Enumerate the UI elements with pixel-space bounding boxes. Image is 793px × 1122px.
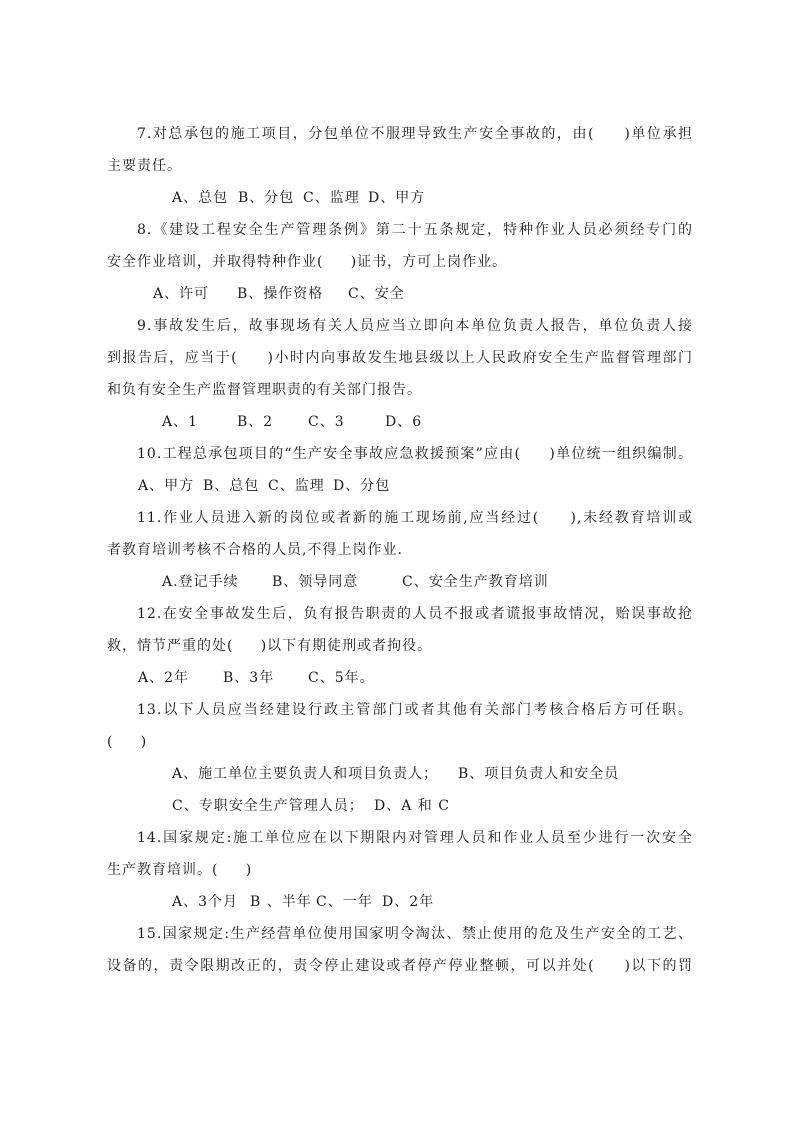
question-text-line: 者教育培训考核不合格的人员,不得上岗作业. xyxy=(107,542,403,558)
option-a: A.登记手续 xyxy=(162,574,239,590)
question-10 xyxy=(107,438,693,502)
question-text-line: 到报告后，应当于( )小时内向事故发生地县级以上人民政府安全生产监督管理部门 xyxy=(107,350,693,366)
question-13 xyxy=(107,694,693,822)
option-c: C、3 xyxy=(308,414,345,430)
option-d: D、分包 xyxy=(333,478,391,494)
option-b: B、3年 xyxy=(223,670,275,686)
question-text-line: 主要责任。 xyxy=(107,158,182,174)
option-c: C、专职安全生产管理人员； xyxy=(172,798,364,814)
question-text-line: 和负有安全生产监督管理职责的有关部门报告。 xyxy=(107,382,422,398)
option-a: A、2年 xyxy=(138,670,190,686)
option-b: B 、半年 xyxy=(250,894,312,910)
question-12 xyxy=(107,598,693,694)
option-c: C、安全 xyxy=(348,286,405,302)
answer-options xyxy=(107,278,693,310)
question-14 xyxy=(107,822,693,918)
option-b: B、领导同意 xyxy=(272,574,359,590)
option-a: A、甲方 xyxy=(138,478,195,494)
option-a: A、总包 xyxy=(172,190,229,206)
answer-options xyxy=(107,662,693,694)
answer-options xyxy=(107,406,693,438)
option-a: A、3个月 xyxy=(172,894,239,910)
question-text-line: 8.《建设工程安全生产管理条例》第二十五条规定，特种作业人员必须经专门的 xyxy=(137,222,693,238)
option-d: D、6 xyxy=(385,414,423,430)
question-text-line: 设备的，责令限期改正的，责令停止建设或者停产停业整顿，可以并处( )以下的罚 xyxy=(107,958,693,974)
option-c: C、监理 xyxy=(303,190,360,206)
question-text-line: 生产教育培训。( ) xyxy=(107,862,253,878)
question-15 xyxy=(107,918,693,982)
option-a: A、许可 xyxy=(153,286,210,302)
option-d: D、甲方 xyxy=(368,190,426,206)
option-b: B、2 xyxy=(237,414,274,430)
answer-options xyxy=(107,182,693,214)
option-d: D、2年 xyxy=(382,894,435,910)
option-c: C、一年 xyxy=(316,894,373,910)
answer-options xyxy=(107,470,693,502)
option-b: B、总包 xyxy=(203,478,260,494)
option-c: C、安全生产教育培训 xyxy=(402,574,549,590)
option-b: B、项目负责人和安全员 xyxy=(458,766,620,782)
answer-options xyxy=(107,566,693,598)
question-9 xyxy=(107,310,693,438)
question-text-line: 13.以下人员应当经建设行政主管部门或者其他有关部门考核合格后方可任职。 xyxy=(137,702,693,718)
answer-options xyxy=(107,790,693,822)
question-text-line: 15.国家规定:生产经营单位使用国家明令淘汰、禁止使用的危及生产安全的工艺、 xyxy=(137,926,693,942)
option-d: D、A 和 C xyxy=(374,798,450,814)
option-b: B、操作资格 xyxy=(237,286,324,302)
option-a: A、施工单位主要负责人和项目负责人； xyxy=(172,766,439,782)
question-text-line: 10.工程总承包项目的“生产安全事故应急救援预案”应由( )单位统一组织编制。 xyxy=(137,446,693,462)
answer-options xyxy=(107,758,693,790)
question-text-line: 11.作业人员进入新的岗位或者新的施工现场前,应当经过( ),未经教育培训或 xyxy=(137,510,693,526)
question-text-line: 12.在安全事故发生后，负有报告职责的人员不报或者谎报事故情况，贻误事故抢 xyxy=(137,606,693,622)
question-text-line: 安全作业培训，并取得特种作业( )证书，方可上岗作业。 xyxy=(107,254,508,270)
option-c: C、5年。 xyxy=(308,670,375,686)
option-b: B、分包 xyxy=(238,190,295,206)
option-a: A、1 xyxy=(162,414,199,430)
question-11 xyxy=(107,502,693,598)
answer-options xyxy=(107,886,693,918)
answer-blank: ( ) xyxy=(107,734,148,750)
question-text-line: 14.国家规定:施工单位应在以下期限内对管理人员和作业人员至少进行一次安全 xyxy=(137,830,693,846)
question-text-line: 救，情节严重的处( )以下有期徒刑或者拘役。 xyxy=(107,638,433,654)
option-c: C、监理 xyxy=(268,478,325,494)
question-text-line: 7.对总承包的施工项目，分包单位不服理导致生产安全事故的，由( )单位承担 xyxy=(137,126,693,142)
question-8 xyxy=(107,214,693,310)
question-7 xyxy=(107,118,693,214)
question-text-line: 9.事故发生后，故事现场有关人员应当立即向本单位负责人报告，单位负责人接 xyxy=(137,318,693,334)
question-list xyxy=(107,118,693,982)
